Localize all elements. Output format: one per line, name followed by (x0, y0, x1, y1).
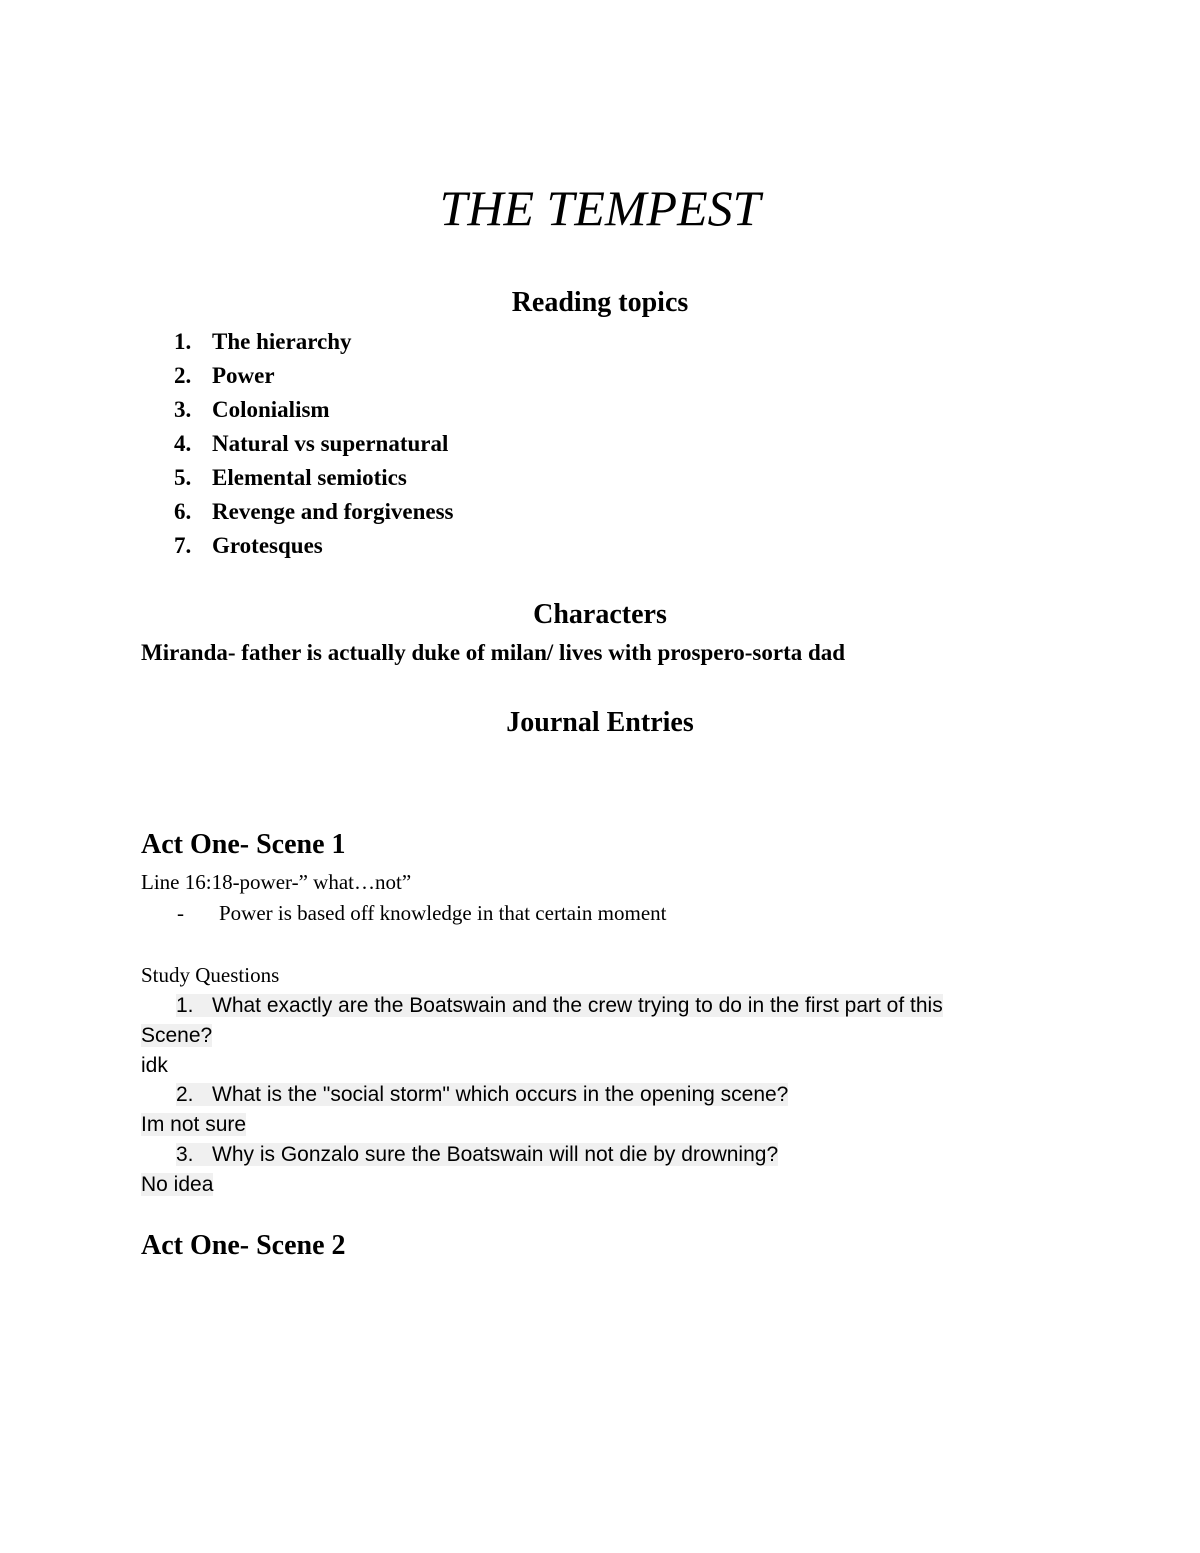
list-item-text: Power (212, 363, 275, 388)
list-item-number: 5. (174, 465, 192, 490)
list-item-text: Colonialism (212, 397, 330, 422)
list-item-number: 1. (174, 329, 192, 354)
list-item-text: The hierarchy (212, 329, 352, 354)
study-questions-label: Study Questions (141, 963, 280, 987)
question-number: 1. (176, 994, 194, 1017)
study-question-1 (176, 992, 943, 1020)
list-item (174, 531, 323, 561)
study-question-2 (176, 1081, 788, 1109)
answer-text: Im not sure (141, 1113, 247, 1136)
question-number: 3. (176, 1143, 194, 1166)
question-text: What is the "social storm" which occurs in the opening scene? (212, 1083, 789, 1106)
answer-2 (141, 1111, 246, 1139)
reading-topics-heading: Reading topics (511, 287, 689, 318)
list-item (174, 361, 275, 391)
list-item (174, 497, 453, 527)
act-one-scene-1-heading: Act One- Scene 1 (141, 829, 346, 860)
list-item-text: Revenge and forgiveness (212, 499, 454, 524)
list-item (174, 463, 407, 493)
answer-1: idk (141, 1054, 168, 1077)
question-text-continued: Scene? (141, 1024, 213, 1047)
line-reference-note: Line 16:18-power-” what…not” (141, 870, 412, 894)
list-item-text: Elemental semiotics (212, 465, 407, 490)
list-item-number: 2. (174, 363, 192, 388)
list-item (174, 429, 448, 459)
list-item (174, 395, 330, 425)
bullet-dash: - (177, 901, 184, 925)
question-text: Why is Gonzalo sure the Boatswain will not die by drowning? (212, 1143, 779, 1166)
characters-heading: Characters (533, 599, 667, 630)
character-note: Miranda- father is actually duke of milan/ lives with prospero-sorta dad (141, 640, 846, 665)
journal-entries-heading: Journal Entries (506, 707, 694, 738)
answer-3 (141, 1171, 213, 1199)
study-question-1-continued (141, 1022, 212, 1050)
question-number: 2. (176, 1083, 194, 1106)
list-item-text: Natural vs supernatural (212, 431, 449, 456)
answer-text: No idea (141, 1173, 214, 1196)
list-item (174, 327, 351, 357)
document-title: THE TEMPEST (439, 180, 761, 236)
list-item-number: 3. (174, 397, 192, 422)
bullet-text: Power is based off knowledge in that certain moment (219, 901, 667, 925)
list-item-number: 7. (174, 533, 192, 558)
act-one-scene-2-heading: Act One- Scene 2 (141, 1230, 346, 1261)
question-text: What exactly are the Boatswain and the crew trying to do in the first part of this (212, 994, 943, 1017)
list-item-number: 6. (174, 499, 192, 524)
list-item-number: 4. (174, 431, 192, 456)
study-question-3 (176, 1141, 778, 1169)
list-item-text: Grotesques (212, 533, 323, 558)
